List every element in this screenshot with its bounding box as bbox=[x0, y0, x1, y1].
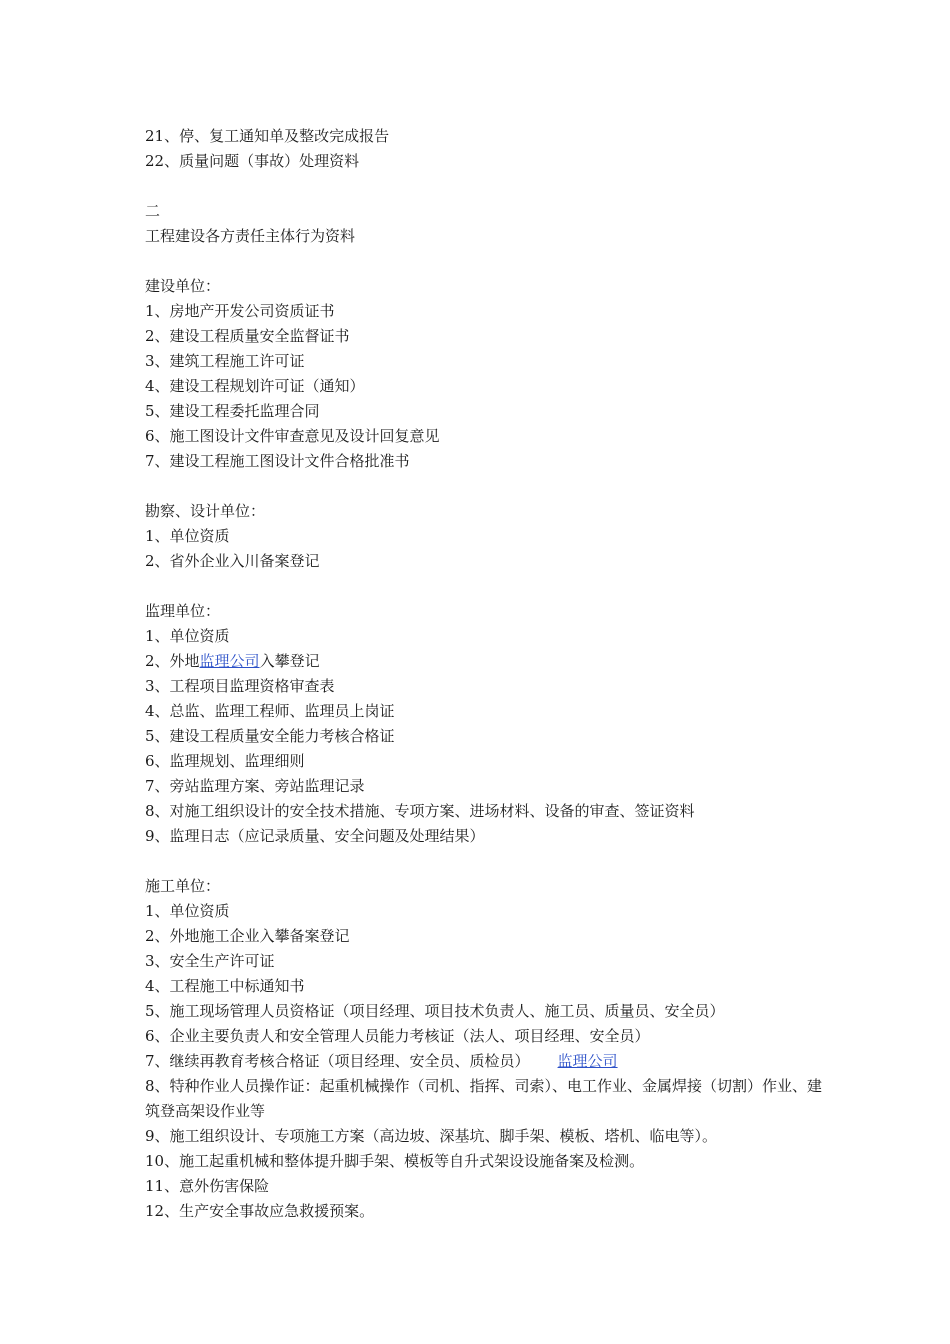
construction-unit-heading: 建设单位： bbox=[145, 277, 221, 295]
list-item: 4、建设工程规划许可证（通知） bbox=[145, 377, 365, 395]
section-number: 二 bbox=[145, 202, 161, 220]
list-item: 7、旁站监理方案、旁站监理记录 bbox=[145, 777, 365, 795]
list-item: 11、意外伤害保险 bbox=[145, 1177, 270, 1195]
list-item-text: 2、外地 bbox=[145, 652, 200, 670]
spacer bbox=[145, 474, 825, 499]
list-item: 10、施工起重机械和整体提升脚手架、模板等自升式架设设施备案及检测。 bbox=[145, 1152, 645, 1170]
list-item: 7、建设工程施工图设计文件合格批准书 bbox=[145, 452, 410, 470]
contractor-unit-heading: 施工单位： bbox=[145, 877, 221, 895]
list-item: 6、施工图设计文件审查意见及设计回复意见 bbox=[145, 427, 440, 445]
list-item: 2、外地施工企业入攀备案登记 bbox=[145, 927, 350, 945]
spacer bbox=[145, 249, 825, 274]
list-item: 1、单位资质 bbox=[145, 902, 230, 920]
list-item: 22、质量问题（事故）处理资料 bbox=[145, 152, 360, 170]
supervision-company-link[interactable]: 监理公司 bbox=[199, 652, 260, 670]
list-item: 1、房地产开发公司资质证书 bbox=[145, 302, 335, 320]
spacer bbox=[145, 574, 825, 599]
list-item: 1、单位资质 bbox=[145, 627, 230, 645]
list-item bbox=[145, 649, 825, 674]
section-title: 工程建设各方责任主体行为资料 bbox=[145, 227, 356, 245]
list-item-text: 入攀登记 bbox=[259, 652, 320, 670]
supervision-unit-heading: 监理单位： bbox=[145, 602, 221, 620]
list-item-text: 7、继续再教育考核合格证（项目经理、安全员、质检员） bbox=[145, 1052, 530, 1070]
list-item: 6、监理规划、监理细则 bbox=[145, 752, 305, 770]
spacer bbox=[145, 849, 825, 874]
supervision-company-link[interactable]: 监理公司 bbox=[557, 1052, 618, 1070]
list-item: 2、省外企业入川备案登记 bbox=[145, 552, 320, 570]
list-item: 9、施工组织设计、专项施工方案（高边坡、深基坑、脚手架、模板、塔机、临电等）。 bbox=[145, 1127, 718, 1145]
list-item: 5、建设工程质量安全能力考核合格证 bbox=[145, 727, 395, 745]
list-item: 8、对施工组织设计的安全技术措施、专项方案、进场材料、设备的审查、签证资料 bbox=[145, 802, 695, 820]
list-item: 2、建设工程质量安全监督证书 bbox=[145, 327, 350, 345]
list-item: 4、工程施工中标通知书 bbox=[145, 977, 305, 995]
list-item: 3、安全生产许可证 bbox=[145, 952, 275, 970]
list-item: 3、建筑工程施工许可证 bbox=[145, 352, 305, 370]
survey-design-unit-heading: 勘察、设计单位： bbox=[145, 502, 266, 520]
list-item: 3、工程项目监理资格审查表 bbox=[145, 677, 335, 695]
list-item: 21、停、复工通知单及整改完成报告 bbox=[145, 127, 390, 145]
list-item: 5、建设工程委托监理合同 bbox=[145, 402, 320, 420]
list-item: 1、单位资质 bbox=[145, 527, 230, 545]
spacer bbox=[145, 174, 825, 199]
list-item: 9、监理日志（应记录质量、安全问题及处理结果） bbox=[145, 827, 485, 845]
list-item: 8、特种作业人员操作证：起重机械操作（司机、指挥、司索）、电工作业、金属焊接（切割）作业、建筑登高架设作业等 bbox=[145, 1077, 823, 1120]
list-item: 4、总监、监理工程师、监理员上岗证 bbox=[145, 702, 395, 720]
list-item: 12、生产安全事故应急救援预案。 bbox=[145, 1202, 375, 1220]
list-item bbox=[145, 1049, 825, 1074]
list-item: 6、企业主要负责人和安全管理人员能力考核证（法人、项目经理、安全员） bbox=[145, 1027, 650, 1045]
document-body bbox=[145, 124, 825, 1224]
list-item: 5、施工现场管理人员资格证（项目经理、项目技术负责人、施工员、质量员、安全员） bbox=[145, 1002, 725, 1020]
